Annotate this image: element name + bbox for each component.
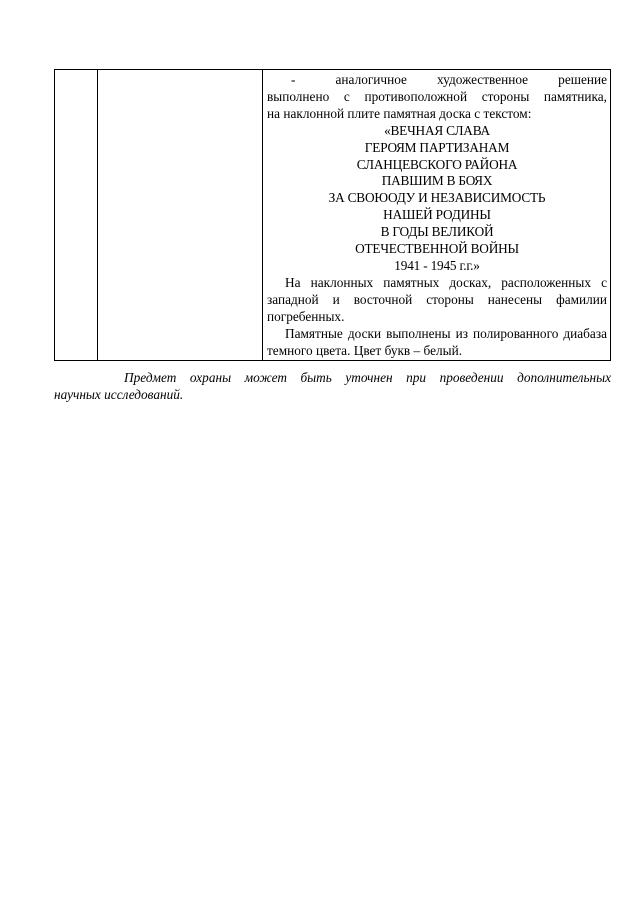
protection-note <box>54 370 611 404</box>
inscription-line: 1941 - 1945 г.г.» <box>394 257 480 273</box>
memorial-inscription <box>267 123 607 275</box>
inscription-line: НАШЕЙ РОДИНЫ <box>383 207 491 223</box>
description-line-3: на наклонной плите памятная доска с текстом: <box>267 105 532 121</box>
inscription-line: ГЕРОЯМ ПАРТИЗАНАМ <box>364 139 510 155</box>
inscription-line: В ГОДЫ ВЕЛИКОЙ <box>380 224 494 240</box>
first-line-word: аналогичное <box>335 72 407 87</box>
row-name-cell <box>98 70 263 361</box>
table-row <box>55 70 611 361</box>
row-description-cell <box>263 70 611 361</box>
inscription-line: «ВЕЧНАЯ СЛАВА <box>384 122 490 138</box>
first-line-word: решение <box>558 72 607 87</box>
description-paragraph-material: Памятные доски выполнены из полированного диабаза темного цвета. Цвет букв – белый. <box>267 325 607 358</box>
inscription-line: ЗА СВОЮОДУ И НЕЗАВИСИМОСТЬ <box>328 190 546 206</box>
note-line-2: научных исследований. <box>54 386 184 402</box>
inscription-line: СЛАНЦЕВСКОГО РАЙОНА <box>356 156 518 172</box>
inscription-line: ОТЕЧЕСТВЕННОЙ ВОЙНЫ <box>355 241 519 257</box>
list-dash: - <box>291 72 296 87</box>
protection-subject-table <box>54 69 611 361</box>
row-number-cell <box>55 70 98 361</box>
description-line-2: выполнено с противоположной стороны памятника, <box>267 88 607 104</box>
first-line-word: художественное <box>437 72 529 87</box>
description-paragraph-surnames: На наклонных памятных досках, расположенных с западной и восточной стороны нанесены фамилии погребенных. <box>267 274 607 324</box>
description-first-line <box>267 72 607 89</box>
note-line-1: Предмет охраны может быть уточнен при проведении дополнительных <box>124 370 611 385</box>
inscription-line: ПАВШИМ В БОЯХ <box>381 173 493 189</box>
